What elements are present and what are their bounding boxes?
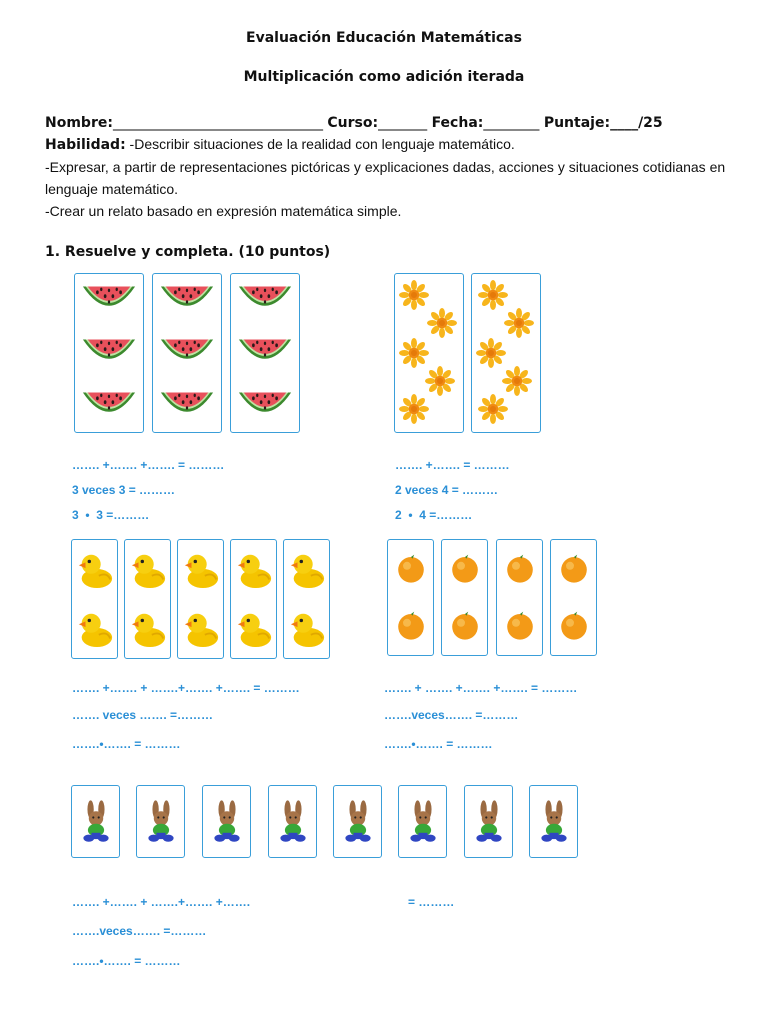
duck-card xyxy=(283,539,330,659)
fecha-label: Fecha: xyxy=(431,115,484,131)
orange-fruit-icon xyxy=(395,610,427,642)
watermelon-slice-icon xyxy=(80,388,138,424)
rabbit-card xyxy=(136,785,185,858)
skill-line-1: Habilidad: -Describir situaciones de la realidad con lenguaje matemático. xyxy=(45,136,515,153)
name-field[interactable]: ______________________________ xyxy=(112,115,323,131)
watermelon-slice-icon xyxy=(236,335,294,371)
oranges-sum[interactable]: ……. + ……. +……. +……. = ……… xyxy=(384,681,578,695)
ducks-times[interactable]: ……. veces ……. =……… xyxy=(72,708,214,722)
rubber-duck-icon xyxy=(76,551,114,589)
rubber-duck-icon xyxy=(182,551,220,589)
flowers-sum[interactable]: ……. +……. = ……… xyxy=(395,458,510,472)
watermelon-card xyxy=(74,273,144,433)
puntaje-label: Puntaje: xyxy=(543,115,611,131)
rabbit-card xyxy=(268,785,317,858)
curso-field[interactable]: _______ xyxy=(378,115,428,131)
rabbit-card xyxy=(398,785,447,858)
yellow-flower-icon xyxy=(476,338,506,368)
yellow-flower-icon xyxy=(425,366,455,396)
yellow-flower-icon xyxy=(399,338,429,368)
orange-fruit-icon xyxy=(558,610,590,642)
rubber-duck-icon xyxy=(288,551,326,589)
watermelon-card xyxy=(230,273,300,433)
yellow-flower-icon xyxy=(502,366,532,396)
curso-label: Curso: xyxy=(327,115,379,131)
rubber-duck-icon xyxy=(129,610,167,648)
watermelon-sum[interactable]: ……. +……. +……. = ……… xyxy=(72,458,225,472)
flower-card xyxy=(471,273,541,433)
rabbit-icon xyxy=(471,800,507,844)
rubber-duck-icon xyxy=(76,610,114,648)
watermelon-slice-icon xyxy=(80,335,138,371)
oranges-product[interactable]: …….•……. = ……… xyxy=(384,737,493,751)
yellow-flower-icon xyxy=(427,308,457,338)
rabbits-sum[interactable]: ……. +……. + …….+……. +……. xyxy=(72,895,251,909)
rabbit-icon xyxy=(405,800,441,844)
orange-fruit-icon xyxy=(395,553,427,585)
ducks-product[interactable]: …….•……. = ……… xyxy=(72,737,181,751)
oranges-times[interactable]: …….veces……. =……… xyxy=(384,708,519,722)
skills-label: Habilidad: xyxy=(45,137,126,153)
rubber-duck-icon xyxy=(235,551,273,589)
rabbit-card xyxy=(464,785,513,858)
orange-fruit-icon xyxy=(504,553,536,585)
orange-fruit-icon xyxy=(558,553,590,585)
duck-card xyxy=(71,539,118,659)
duck-card xyxy=(230,539,277,659)
skills-block xyxy=(45,133,735,222)
flower-card xyxy=(394,273,464,433)
document-title: Evaluación Educación Matemáticas xyxy=(246,30,522,46)
rabbit-icon xyxy=(536,800,572,844)
rubber-duck-icon xyxy=(288,610,326,648)
rabbit-card xyxy=(333,785,382,858)
puntaje-field[interactable]: ____/25 xyxy=(610,115,663,131)
duck-card xyxy=(177,539,224,659)
watermelon-card xyxy=(152,273,222,433)
orange-card xyxy=(441,539,488,656)
rabbits-result[interactable]: = ……… xyxy=(408,895,455,909)
yellow-flower-icon xyxy=(399,280,429,310)
rabbit-icon xyxy=(78,800,114,844)
rabbits-product[interactable]: …….•……. = ……… xyxy=(72,954,181,968)
yellow-flower-icon xyxy=(478,280,508,310)
rabbits-times[interactable]: …….veces……. =……… xyxy=(72,924,207,938)
rabbit-card xyxy=(202,785,251,858)
flowers-product[interactable]: 2 • 4 =……… xyxy=(395,508,473,522)
orange-fruit-icon xyxy=(504,610,536,642)
rubber-duck-icon xyxy=(182,610,220,648)
orange-card xyxy=(496,539,543,656)
rabbit-icon xyxy=(209,800,245,844)
watermelon-slice-icon xyxy=(236,282,294,318)
rubber-duck-icon xyxy=(235,610,273,648)
yellow-flower-icon xyxy=(399,394,429,424)
watermelon-slice-icon xyxy=(158,388,216,424)
watermelon-slice-icon xyxy=(158,335,216,371)
yellow-flower-icon xyxy=(478,394,508,424)
rabbit-icon xyxy=(143,800,179,844)
ducks-sum[interactable]: ……. +……. + …….+……. +……. = ……… xyxy=(72,681,300,695)
yellow-flower-icon xyxy=(504,308,534,338)
skill-line-2: -Expresar, a partir de representaciones pictóricas y explicaciones dadas, acciones y situaciones cotidianas en lenguaje matemático. xyxy=(45,159,726,197)
rabbit-card xyxy=(529,785,578,858)
watermelon-slice-icon xyxy=(236,388,294,424)
orange-fruit-icon xyxy=(449,610,481,642)
orange-card xyxy=(550,539,597,656)
watermelon-slice-icon xyxy=(80,282,138,318)
skill-line-3: -Crear un relato basado en expresión matemática simple. xyxy=(45,203,402,219)
rabbit-icon xyxy=(340,800,376,844)
question-1-heading: 1. Resuelve y completa. (10 puntos) xyxy=(45,244,331,260)
rabbit-icon xyxy=(275,800,311,844)
flowers-times[interactable]: 2 veces 4 = ……… xyxy=(395,483,499,497)
duck-card xyxy=(124,539,171,659)
watermelon-slice-icon xyxy=(158,282,216,318)
watermelon-times[interactable]: 3 veces 3 = ……… xyxy=(72,483,176,497)
document-subtitle: Multiplicación como adición iterada xyxy=(243,69,525,85)
rabbit-card xyxy=(71,785,120,858)
name-label: Nombre: xyxy=(45,115,113,131)
watermelon-product[interactable]: 3 • 3 =……… xyxy=(72,508,150,522)
orange-card xyxy=(387,539,434,656)
rubber-duck-icon xyxy=(129,551,167,589)
student-info-line xyxy=(45,112,745,134)
orange-fruit-icon xyxy=(449,553,481,585)
fecha-field[interactable]: ________ xyxy=(483,115,540,131)
